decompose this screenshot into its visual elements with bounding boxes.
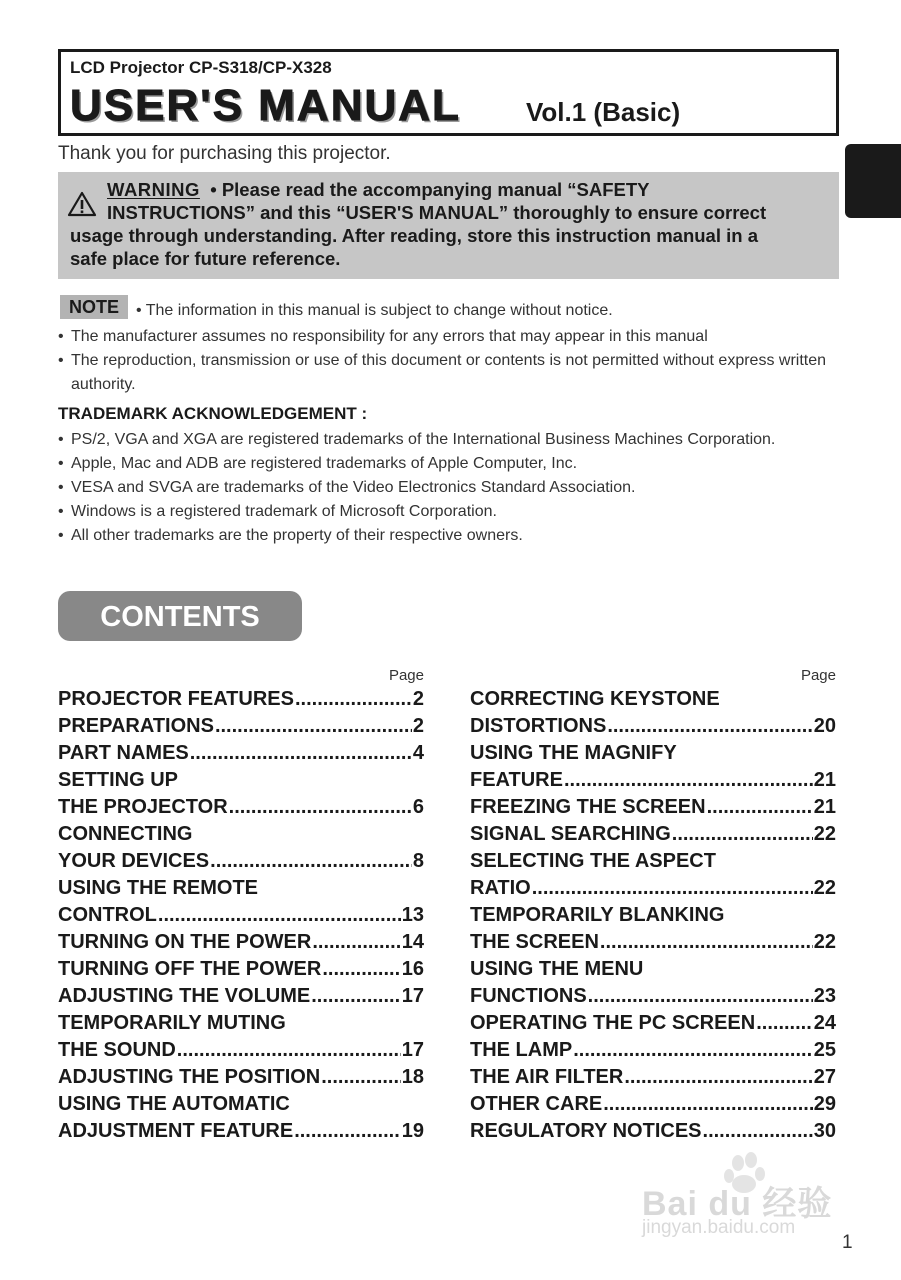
contents-heading: CONTENTS <box>58 591 302 641</box>
toc-entry-title: SIGNAL SEARCHING <box>470 823 671 845</box>
toc-entry-page: 22 <box>813 877 836 899</box>
toc-entry <box>58 1064 424 1091</box>
toc-entry <box>58 1091 424 1118</box>
toc-entry-title: DISTORTIONS <box>470 715 607 737</box>
toc-leader-dots <box>600 929 813 956</box>
watermark-url: jingyan.baidu.com <box>642 1217 796 1238</box>
warning-label: WARNING <box>107 179 200 200</box>
toc-leader-dots <box>322 956 400 983</box>
toc-entry-title: PART NAMES <box>58 742 189 764</box>
toc-entry <box>470 956 836 983</box>
toc-entry-page: 19 <box>401 1120 424 1142</box>
toc-leader-dots <box>190 740 412 767</box>
toc-entry-title: ADJUSTING THE POSITION <box>58 1066 321 1088</box>
trademark-heading: TRADEMARK ACKNOWLEDGEMENT : <box>58 404 368 423</box>
toc-entry <box>58 902 424 929</box>
page-number: 1 <box>842 1232 853 1253</box>
toc-entry-title: THE LAMP <box>470 1039 573 1061</box>
volume-label: Vol.1 (Basic) <box>526 97 681 127</box>
toc-entry <box>470 1118 836 1145</box>
toc-entry-page: 22 <box>813 823 836 845</box>
toc-entry-page: 20 <box>813 715 836 737</box>
toc-entry <box>470 929 836 956</box>
toc-entry-title: USING THE MENU <box>470 958 644 980</box>
toc-entry <box>58 875 424 902</box>
toc-entry-title: FREEZING THE SCREEN <box>470 796 706 818</box>
toc-leader-dots <box>158 902 401 929</box>
toc-entry-title: THE AIR FILTER <box>470 1066 624 1088</box>
toc-leader-dots <box>588 983 813 1010</box>
toc-leader-dots <box>573 1037 813 1064</box>
toc-entry-title: ADJUSTING THE VOLUME <box>58 985 311 1007</box>
trademark-item: • Windows is a registered trademark of Microsoft Corporation. <box>58 500 858 524</box>
toc-entry-page: 21 <box>813 796 836 818</box>
page-column-label: Page <box>388 667 424 684</box>
toc-entry-page: 2 <box>412 715 424 737</box>
toc-leader-dots <box>607 713 812 740</box>
toc-leader-dots <box>532 875 813 902</box>
toc-leader-dots <box>624 1064 812 1091</box>
toc-entry <box>58 740 424 767</box>
toc-leader-dots <box>321 1064 401 1091</box>
warning-text <box>70 178 830 270</box>
toc-entry-page: 17 <box>401 1039 424 1061</box>
chapter-tab <box>845 144 901 218</box>
toc-leader-dots <box>603 1091 813 1118</box>
toc-entry <box>470 713 836 740</box>
toc-entry <box>470 902 836 929</box>
title-box <box>58 49 839 136</box>
toc-entry <box>58 1118 424 1145</box>
toc-entry-page: 13 <box>401 904 424 926</box>
toc-entry <box>58 1010 424 1037</box>
toc-entry <box>470 767 836 794</box>
toc-entry-page: 23 <box>813 985 836 1007</box>
toc-entry <box>58 767 424 794</box>
toc-entry-title: YOUR DEVICES <box>58 850 210 872</box>
toc-entry <box>470 794 836 821</box>
trademark-item: • Apple, Mac and ADB are registered trademarks of Apple Computer, Inc. <box>58 452 858 476</box>
toc-entry-title: USING THE AUTOMATIC <box>58 1093 290 1115</box>
toc-entry-title: USING THE REMOTE <box>58 877 259 899</box>
toc-entry-page: 18 <box>401 1066 424 1088</box>
toc-entry-page: 24 <box>813 1012 836 1034</box>
toc-entry <box>470 1010 836 1037</box>
toc-entry-title: ADJUSTMENT FEATURE <box>58 1120 294 1142</box>
toc-entry-page: 6 <box>412 796 424 818</box>
toc-entry-title: CONTROL <box>58 904 157 926</box>
toc-entry-page: 17 <box>401 985 424 1007</box>
toc-entry-title: REGULATORY NOTICES <box>470 1120 702 1142</box>
toc-entry-title: CORRECTING KEYSTONE <box>470 688 720 710</box>
note-first-item: • The information in this manual is subject to change without notice. <box>136 302 613 319</box>
toc-entry <box>58 929 424 956</box>
toc-entry <box>470 821 836 848</box>
toc-entry <box>470 1091 836 1118</box>
warning-box <box>58 172 839 279</box>
toc-entry-title: USING THE MAGNIFY <box>470 742 677 764</box>
toc-entry-page: 30 <box>813 1120 836 1142</box>
toc-entry <box>58 1037 424 1064</box>
toc-leader-dots <box>295 686 412 713</box>
trademark-list <box>58 428 858 548</box>
toc-entry-page: 14 <box>401 931 424 953</box>
toc-entry <box>470 740 836 767</box>
toc-entry <box>58 848 424 875</box>
toc-entry <box>58 821 424 848</box>
toc-entry <box>58 713 424 740</box>
toc-leader-dots <box>311 983 401 1010</box>
toc-entry-title: THE PROJECTOR <box>58 796 228 818</box>
toc-entry-page: 8 <box>412 850 424 872</box>
toc-entry-title: THE SCREEN <box>470 931 599 953</box>
toc-entry-title: SELECTING THE ASPECT <box>470 850 716 872</box>
toc-leader-dots <box>215 713 412 740</box>
toc-entry-page: 29 <box>813 1093 836 1115</box>
toc-entry <box>470 1037 836 1064</box>
toc-entry <box>58 956 424 983</box>
toc-entry-title: THE SOUND <box>58 1039 176 1061</box>
toc-leader-dots <box>229 794 412 821</box>
toc-entry <box>470 686 836 713</box>
toc-entry-title: RATIO <box>470 877 531 899</box>
toc-entry-title: TEMPORARILY MUTING <box>58 1012 286 1034</box>
toc-entry <box>58 794 424 821</box>
toc-entry-page: 27 <box>813 1066 836 1088</box>
trademark-item: • PS/2, VGA and XGA are registered trademarks of the International Business Machines Corporation. <box>58 428 858 452</box>
toc-entry <box>470 1064 836 1091</box>
manual-title: USER'S MANUAL <box>70 81 461 130</box>
toc-leader-dots <box>672 821 813 848</box>
thank-you-text: Thank you for purchasing this projector. <box>58 143 391 164</box>
toc-entry-page: 2 <box>412 688 424 710</box>
toc-entry-title: TEMPORARILY BLANKING <box>470 904 725 926</box>
toc-entry <box>58 983 424 1010</box>
note-list <box>58 325 848 397</box>
toc-entry-title: FEATURE <box>470 769 563 791</box>
toc-entry-title: OTHER CARE <box>470 1093 603 1115</box>
toc-entry-page: 21 <box>813 769 836 791</box>
toc-entry-page: 22 <box>813 931 836 953</box>
toc-leader-dots <box>703 1118 813 1145</box>
trademark-item: • VESA and SVGA are trademarks of the Video Electronics Standard Association. <box>58 476 858 500</box>
warning-line-2: INSTRUCTIONS” and this “USER'S MANUAL” thoroughly to ensure correct <box>107 202 767 223</box>
watermark-brand: Bai du 经验 <box>642 1185 833 1223</box>
product-model: LCD Projector CP-S318/CP-X328 <box>70 58 332 77</box>
toc-leader-dots <box>210 848 412 875</box>
toc-leader-dots <box>294 1118 401 1145</box>
warning-line-3: usage through understanding. After reading, store this instruction manual in a <box>70 225 758 246</box>
toc-leader-dots <box>564 767 813 794</box>
toc-entry <box>470 848 836 875</box>
toc-entry-page: 25 <box>813 1039 836 1061</box>
toc-leader-dots <box>707 794 813 821</box>
note-item: • The manufacturer assumes no responsibility for any errors that may appear in this manual <box>58 325 848 349</box>
toc-entry-title: FUNCTIONS <box>470 985 587 1007</box>
note-badge: NOTE <box>60 295 128 319</box>
toc-right-column <box>470 665 836 1145</box>
toc-entry-title: SETTING UP <box>58 769 179 791</box>
page-column-label: Page <box>800 667 836 684</box>
toc-left-column <box>58 665 424 1145</box>
warning-line-4: safe place for future reference. <box>70 248 341 269</box>
trademark-item: • All other trademarks are the property of their respective owners. <box>58 524 858 548</box>
toc-entry-title: CONNECTING <box>58 823 193 845</box>
toc-entry <box>58 686 424 713</box>
toc-entry-page: 16 <box>401 958 424 980</box>
toc-entry <box>470 875 836 902</box>
warning-line-1: • Please read the accompanying manual “SAFETY <box>210 179 650 200</box>
toc-entry-page: 4 <box>412 742 424 764</box>
toc-entry-title: OPERATING THE PC SCREEN <box>470 1012 756 1034</box>
note-item: • The reproduction, transmission or use of this document or contents is not permitted without express written authority. <box>58 349 848 397</box>
toc-entry <box>470 983 836 1010</box>
toc-leader-dots <box>756 1010 813 1037</box>
toc-entry-title: PREPARATIONS <box>58 715 214 737</box>
toc-entry-title: TURNING OFF THE POWER <box>58 958 322 980</box>
toc-leader-dots <box>312 929 400 956</box>
toc-entry-title: TURNING ON THE POWER <box>58 931 312 953</box>
toc-leader-dots <box>177 1037 401 1064</box>
toc-entry-title: PROJECTOR FEATURES <box>58 688 294 710</box>
